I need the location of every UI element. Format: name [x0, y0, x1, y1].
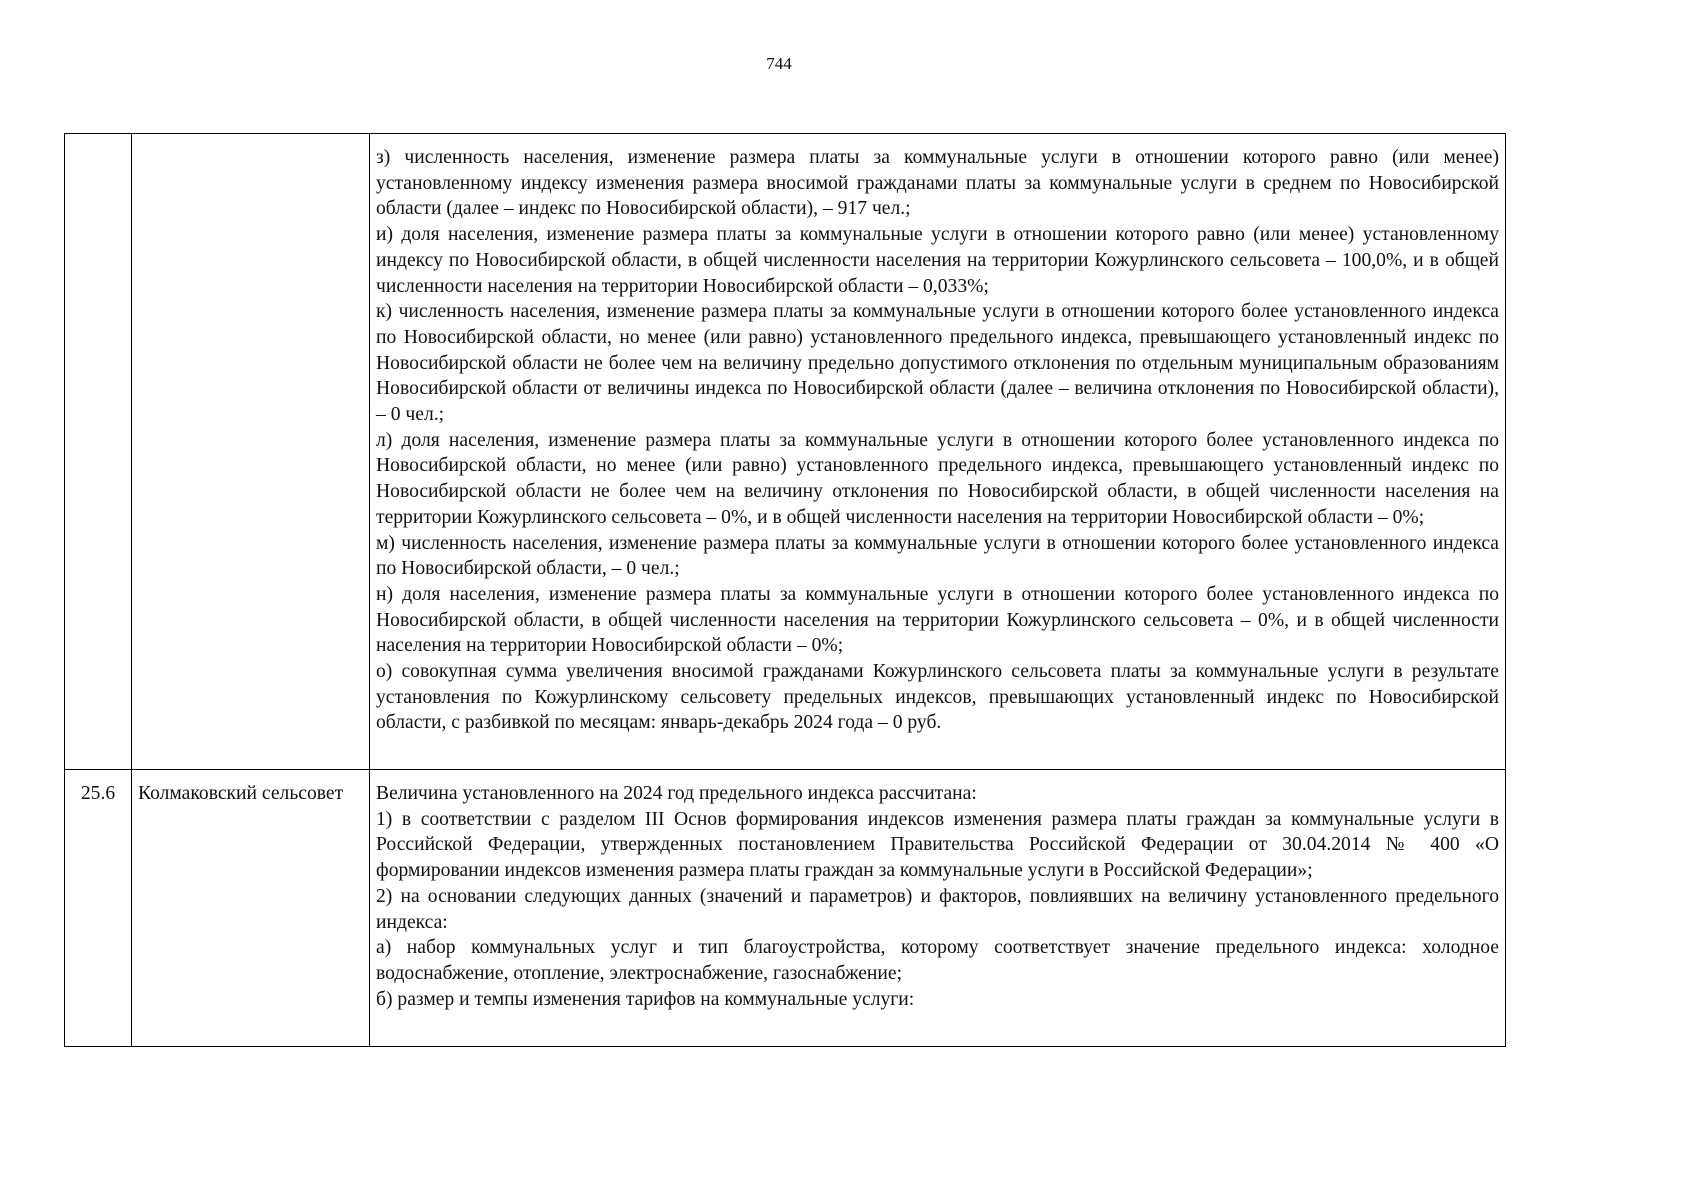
paragraph: а) набор коммунальных услуг и тип благоустройства, которому соответствует значение предельного индекса: холодное водоснабжение, отопление, электроснабжение, газоснабжение; — [376, 937, 1499, 984]
row-number-cell: 25.6 — [65, 770, 132, 1047]
paragraph: з) численность населения, изменение размера платы за коммунальные услуги в отношении которого равно (или менее) установленному индексу изменения размера вносимой гражданами платы за коммунальные услуги в среднем по Новосибирской области (далее – индекс по Новосибирской области), – 917 чел.; — [376, 147, 1499, 220]
paragraph: к) численность населения, изменение размера платы за коммунальные услуги в отношении которого более установленного индекса по Новосибирской области, но менее (или равно) установленного предельного индекса, превышающего установленный индекс по Новосибирской области не более чем на величину предельно допустимого отклонения по отдельным муниципальным образованиям Новосибирской области от величины индекса по Новосибирской области (далее – величина отклонения по Новосибирской области), – 0 чел.; — [376, 301, 1499, 426]
paragraph: м) численность населения, изменение размера платы за коммунальные услуги в отношении которого более установленного индекса по Новосибирской области, – 0 чел.; — [376, 532, 1499, 580]
description-cell — [370, 134, 1506, 770]
paragraph: Величина установленного на 2024 год предельного индекса рассчитана: — [376, 783, 977, 804]
paragraph: о) совокупная сумма увеличения вносимой гражданами Кожурлинского сельсовета платы за коммунальные услуги в результате установления по Кожурлинскому сельсовету предельных индексов, превышающих установленный индекс по Новосибирской области, с разбивкой по месяцам: январь-декабрь 2024 года – 0 руб. — [376, 661, 1499, 734]
paragraph: н) доля населения, изменение размера платы за коммунальные услуги в отношении которого более установленного индекса по Новосибирской области, в общей численности населения на территории Кожурлинского сельсовета – 0%, и в общей численности населения на территории Новосибирской области – 0%; — [376, 583, 1499, 657]
municipal-index-table — [64, 133, 1506, 1047]
page-number: 744 — [766, 54, 792, 73]
paragraph: 2) на основании следующих данных (значений и параметров) и факторов, повлиявших на величину установленного предельного индекса: — [376, 885, 1499, 933]
paragraph: б) размер и темпы изменения тарифов на коммунальные услуги: — [376, 988, 915, 1010]
table-row — [65, 134, 1506, 770]
paragraph: и) доля населения, изменение размера платы за коммунальные услуги в отношении которого равно (или менее) установленному индексу по Новосибирской области, в общей численности населения на территории Кожурлинского сельсовета – 100,0%, и в общей численности населения на территории Новосибирской области – 0,033%; — [376, 224, 1499, 297]
table-row — [65, 770, 1506, 1047]
row-number-cell — [65, 134, 132, 770]
paragraph: 1) в соответствии с разделом III Основ формирования индексов изменения размера платы граждан за коммунальные услуги в Российской Федерации, утвержденных постановлением Правительства Российской Федерации от 30.04.2014 № 400 «О формировании индексов изменения размера платы граждан за коммунальные услуги в Российской Федерации»; — [376, 808, 1499, 882]
description-cell — [370, 770, 1506, 1047]
municipality-name-cell: Колмаковский сельсовет — [132, 770, 370, 1047]
municipality-name-cell — [132, 134, 370, 770]
paragraph: л) доля населения, изменение размера платы за коммунальные услуги в отношении которого более установленного индекса по Новосибирской области, но менее (или равно) установленного предельного индекса, превышающего установленный индекс по Новосибирской области не более чем на величину отклонения по Новосибирской области, в общей численности населения на территории Кожурлинского сельсовета – 0%, и в общей численности населения на территории Новосибирской области – 0%; — [376, 429, 1499, 528]
